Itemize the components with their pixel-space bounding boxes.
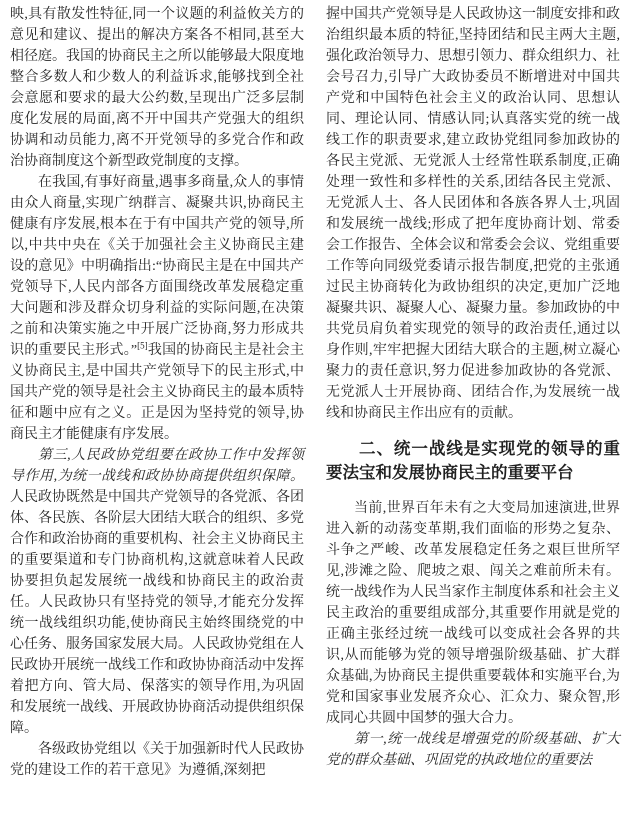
paragraph	[10, 172, 304, 445]
text-run: 我国的协商民主是社会主义协商民主,是中国共产党领导下的民主形式,中国共产党的领导是社会主义协商民主的最本质特征和题中应有之义。正是因为坚持党的领导,协商民主才能健康有序发展。	[10, 343, 304, 442]
text-run: 人民政协既然是中国共产党领导的各党派、各团体、各民族、各阶层大团结大联合的组织、多党合作和政治协商的重要机构、社会主义协商民主的重要渠道和专门协商机构,这就意味着人民政协要担负起发展统一战线和协商民主的政治责任。人民政协只有坚持党的领导,才能充分发挥统一战线组织功能,使协商民主始终围绕党的中心任务、服务国家发展大局。人民政协党组在人民政协开展统一战线工作和政协协商活动中发挥着把方向、管大局、保落实的领导作用,为巩固和发展统一战线、开展政协协商活动提供组织保障。	[10, 490, 304, 736]
text-run: 映,具有散发性特征,同一个议题的利益攸关方的意见和建议、提出的解决方案各不相同,甚至大相径庭。我国的协商民主之所以能够最大限度地整合多数人和少数人的利益诉求,能够找到全社会意愿和要求的最大公约数,呈现出广泛多层制度化发展的局面,离不开中国共产党强大的组织协调和动员能力,离不开党领导的多党合作和政治协商制度这个新型政党制度的支撑。	[10, 7, 304, 169]
kai-emphasis-run: 第一,统一战线是增强党的阶级基础、扩大党的群众基础、巩固党的执政地位的重要法	[326, 732, 620, 768]
paragraph	[326, 498, 620, 729]
paragraph	[10, 739, 304, 781]
text-run: 在我国,有事好商量,遇事多商量,众人的事情由众人商量,实现广纳群言、凝聚共识,协商民主健康有序发展,根本在于有中国共产党的领导,所以,中共中央在《关于加强社会主义协商民主建设的意见》中明确指出:“协商民主是在中国共产党领导下,人民内部各方面围绕改革发展稳定重大问题和涉及群众切身利益的实际问题,在决策之前和决策实施之中开展广泛协商,努力形成共识的重要民主形式。”	[10, 175, 304, 358]
text-run: 当前,世界百年未有之大变局加速演进,世界进入新的动荡变革期,我们面临的形势之复杂、斗争之严峻、改革发展稳定任务之艰巨世所罕见,涉滩之险、爬坡之艰、闯关之难前所未有。统一战线作为人民当家作主制度体系和社会主义民主政治的重要组成部分,其重要作用就是党的正确主张经过统一战线可以变成社会各界的共识,从而能够为党的领导增强阶级基础、扩大群众基础,为协商民主提供重要载体和实施平台,为党和国家事业发展齐众心、汇众力、聚众智,形成同心共圆中国梦的强大合力。	[326, 501, 620, 726]
footnote-ref: [5]	[137, 340, 148, 351]
paragraph	[10, 4, 304, 172]
paragraph	[326, 729, 620, 771]
paragraph	[326, 4, 620, 424]
paragraph	[10, 445, 304, 739]
column-right	[326, 4, 620, 823]
text-run: 握中国共产党领导是人民政协这一制度安排和政治组织最本质的特征,坚持团结和民主两大主题,强化政治领导力、思想引领力、群众组织力、社会号召力,引导广大政协委员不断增进对中国共产党和中国特色社会主义的政治认同、思想认同、理论认同、情感认同;认真落实党的统一战线工作的职责要求,建立政协党组同参加政协的各民主党派、无党派人士经常性联系制度,正确处理一致性和多样性的关系,团结各民主党派、无党派人士、各人民团体和各族各界人士,巩固和发展统一战线;形成了把年度协商计划、常委会工作报告、全体会议和常委会会议、党组重要工作等向同级党委请示报告制度,把党的主张通过民主协商转化为政协组织的决定,更加广泛地凝聚共识、凝聚人心、凝聚力量。参加政协的中共党员肩负着实现党的领导的政治责任,通过以身作则,牢牢把握大团结大联合的主题,树立凝心聚力的责任意识,努力促进参加政协的各党派、无党派人士开展协商、团结合作,为发展统一战线和协商民主作出应有的贡献。	[326, 7, 620, 421]
section-heading: 二、统一战线是实现党的领导的重要法宝和发展协商民主的重要平台	[326, 440, 620, 482]
kai-emphasis-run: 第三,人民政协党组要在政协工作中发挥领导作用,为统一战线和政协协商提供组织保障。	[10, 448, 304, 484]
text-run: 各级政协党组以《关于加强新时代人民政协党的建设工作的若干意见》为遵循,深刻把	[10, 742, 304, 778]
column-left	[10, 4, 304, 823]
